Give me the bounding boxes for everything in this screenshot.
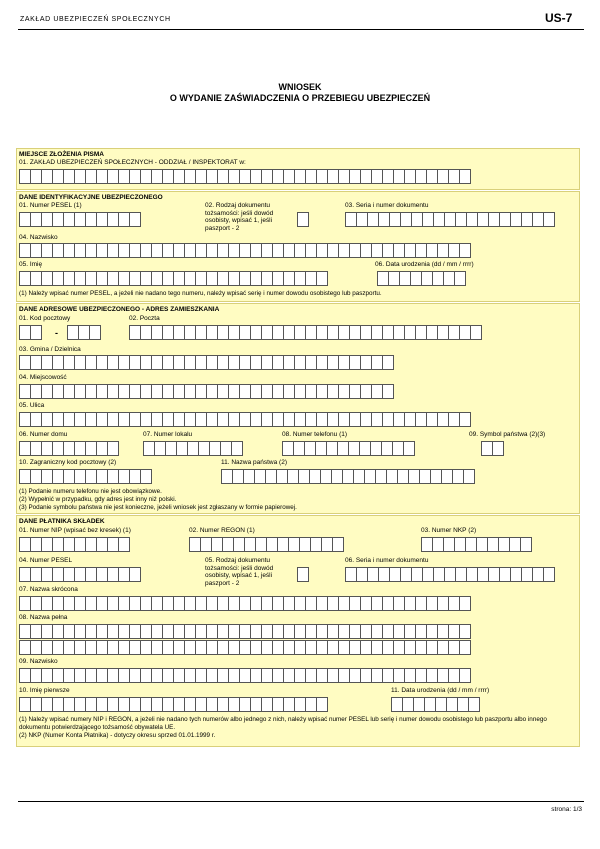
short-name-field[interactable]: [19, 596, 470, 611]
label-short-name: 07. Nazwa skrócona: [19, 586, 78, 593]
page-number: strona: 1/3: [551, 806, 582, 813]
section-title: DANE PŁATNIKA SKŁADEK: [19, 518, 105, 525]
section-title: DANE ADRESOWE UBEZPIECZONEGO - ADRES ZAMIESZKANIA: [19, 306, 220, 313]
char-box[interactable]: [459, 243, 471, 258]
label-post-office: 02. Poczta: [129, 315, 160, 322]
label-payer-document-number: 06. Seria i numer dokumentu: [345, 557, 429, 564]
apartment-number-field[interactable]: [143, 441, 242, 456]
label-apartment-number: 07. Numer lokalu: [143, 431, 193, 438]
institution-name: ZAKŁAD UBEZPIECZEŃ SPOŁECZNYCH: [20, 16, 171, 23]
char-box[interactable]: [470, 325, 482, 340]
label-document-type: 02. Rodzaj dokumentu tożsamości: jeśli dowód osobisty, wpisać 1, jeśli paszport - 2: [205, 202, 274, 232]
foreign-postal-code-field[interactable]: [19, 469, 151, 484]
payer-document-number-field[interactable]: [345, 567, 554, 582]
nkp-field[interactable]: [421, 537, 531, 552]
document-type-field[interactable]: [297, 212, 308, 227]
postal-code-dash: -: [55, 328, 58, 338]
char-box[interactable]: [382, 355, 394, 370]
section-insured-address: [16, 303, 580, 514]
char-box[interactable]: [463, 469, 475, 484]
label-first-name: 05. Imię: [19, 261, 43, 268]
label-payer-pesel: 04. Numer PESEL: [19, 557, 73, 564]
section-title: MIEJSCE ZŁOŻENIA PISMA: [19, 151, 104, 158]
char-box[interactable]: [459, 668, 471, 683]
label-birth-date: 06. Data urodzenia (dd / mm / rrrr): [375, 261, 474, 268]
footnote: (1) Należy wpisać numer PESEL, a jeżeli nie nadano tego numeru, należy wpisać serię i numer dowodu osobistego lub paszportu.: [19, 290, 382, 297]
char-box[interactable]: [403, 441, 415, 456]
label-postal-code: 01. Kod pocztowy: [19, 315, 71, 322]
footnote: (2) Wypełnić w przypadku, gdy adres jest inny niż polski.: [19, 496, 177, 503]
char-box[interactable]: [316, 271, 328, 286]
label-locality: 04. Miejscowość: [19, 374, 67, 381]
char-box[interactable]: [382, 384, 394, 399]
char-box[interactable]: [492, 441, 504, 456]
country-name-field[interactable]: [221, 469, 474, 484]
label-country-symbol: 09. Symbol państwa (2)(3): [469, 431, 546, 438]
full-name-field-row2[interactable]: [19, 640, 470, 655]
char-box[interactable]: [332, 537, 344, 552]
char-box[interactable]: [297, 212, 309, 227]
char-box[interactable]: [297, 567, 309, 582]
country-symbol-field[interactable]: [481, 441, 503, 456]
char-box[interactable]: [459, 640, 471, 655]
footnote: (3) Podanie symbolu państwa nie jest konieczne, jeżeli wniosek jest zgłaszany w formie papierowej.: [19, 504, 297, 511]
char-box[interactable]: [459, 596, 471, 611]
payer-birth-date-field[interactable]: [391, 697, 479, 712]
label-regon: 02. Numer REGON (1): [189, 527, 255, 534]
postal-code-part2[interactable]: [67, 325, 100, 340]
footnote: (1) Podanie numeru telefonu nie jest obowiązkowe.: [19, 488, 162, 495]
footnote: (2) NKP (Numer Konta Płatnika) - dotyczy okresu sprzed 01.01.1999 r.: [19, 732, 216, 739]
header-rule: [18, 29, 584, 30]
birth-date-field[interactable]: [377, 271, 465, 286]
label-document-number: 03. Seria i numer dokumentu: [345, 202, 429, 209]
char-box[interactable]: [89, 325, 101, 340]
label-payer-surname: 09. Nazwisko: [19, 658, 58, 665]
char-box[interactable]: [107, 441, 119, 456]
label-foreign-postal-code: 10. Zagraniczny kod pocztowy (2): [19, 459, 117, 466]
first-name-field[interactable]: [19, 271, 327, 286]
street-field[interactable]: [19, 412, 470, 427]
char-box[interactable]: [543, 567, 555, 582]
payer-document-type-field[interactable]: [297, 567, 308, 582]
label-office: 01. ZAKŁAD UBEZPIECZEŃ SPOŁECZNYCH - ODDZIAŁ / INSPEKTORAT w:: [19, 159, 246, 166]
surname-field[interactable]: [19, 243, 470, 258]
char-box[interactable]: [316, 697, 328, 712]
char-box[interactable]: [30, 325, 42, 340]
post-office-field[interactable]: [129, 325, 481, 340]
section-title: DANE IDENTYFIKACYJNE UBEZPIECZONEGO: [19, 194, 163, 201]
label-nip: 01. Numer NIP (wpisać bez kresek) (1): [19, 527, 131, 534]
char-box[interactable]: [468, 697, 480, 712]
pesel-field[interactable]: [19, 212, 140, 227]
char-box[interactable]: [118, 537, 130, 552]
regon-field[interactable]: [189, 537, 343, 552]
payer-surname-field[interactable]: [19, 668, 470, 683]
label-municipality: 03. Gmina / Dzielnica: [19, 346, 81, 353]
label-full-name: 08. Nazwa pełna: [19, 614, 68, 621]
char-box[interactable]: [520, 537, 532, 552]
form-subtitle: O WYDANIE ZAŚWIADCZENIA O PRZEBIEGU UBEZPIECZEŃ: [169, 93, 431, 103]
postal-code-part1[interactable]: [19, 325, 41, 340]
char-box[interactable]: [459, 624, 471, 639]
full-name-field-row1[interactable]: [19, 624, 470, 639]
payer-pesel-field[interactable]: [19, 567, 140, 582]
label-payer-birth-date: 11. Data urodzenia (dd / mm / rrrr): [391, 687, 490, 694]
municipality-field[interactable]: [19, 355, 393, 370]
char-box[interactable]: [231, 441, 243, 456]
label-payer-first-name: 10. Imię pierwsze: [19, 687, 70, 694]
document-number-field[interactable]: [345, 212, 554, 227]
footer-rule: [18, 801, 584, 802]
payer-first-name-field[interactable]: [19, 697, 327, 712]
char-box[interactable]: [140, 469, 152, 484]
nip-field[interactable]: [19, 537, 129, 552]
section-insured-identification: [16, 191, 580, 302]
char-box[interactable]: [459, 169, 471, 184]
form-title: WNIOSEK: [278, 82, 322, 92]
phone-field[interactable]: [282, 441, 414, 456]
label-phone: 08. Numer telefonu (1): [282, 431, 348, 438]
char-box[interactable]: [129, 567, 141, 582]
char-box[interactable]: [129, 212, 141, 227]
form-code: US-7: [545, 11, 573, 25]
char-box[interactable]: [459, 412, 471, 427]
office-field[interactable]: [19, 169, 470, 184]
section-contribution-payer: [16, 515, 580, 747]
label-payer-document-type: 05. Rodzaj dokumentu tożsamości: jeśli dowód osobisty, wpisać 1, jeśli paszport - 2: [205, 557, 274, 587]
section-submission-place: [16, 148, 580, 190]
label-surname: 04. Nazwisko: [19, 234, 58, 241]
char-box[interactable]: [454, 271, 466, 286]
label-house-number: 06. Numer domu: [19, 431, 68, 438]
label-nkp: 03. Numer NKP (2): [421, 527, 477, 534]
label-country-name: 11. Nazwa państwa (2): [221, 459, 287, 466]
label-street: 05. Ulica: [19, 402, 45, 409]
locality-field[interactable]: [19, 384, 393, 399]
char-box[interactable]: [543, 212, 555, 227]
footnote: (1) Należy wpisać numery NIP i REGON, a jeżeli nie nadano tych numerów albo jednego z nich, należy wpisać numer PESEL lub serię i numer dowodu osobistego lub paszportu albo innego dokumentu potwierdzającego tożsamość obywatela UE.: [19, 716, 547, 731]
house-number-field[interactable]: [19, 441, 118, 456]
label-pesel: 01. Numer PESEL (1): [19, 202, 82, 209]
